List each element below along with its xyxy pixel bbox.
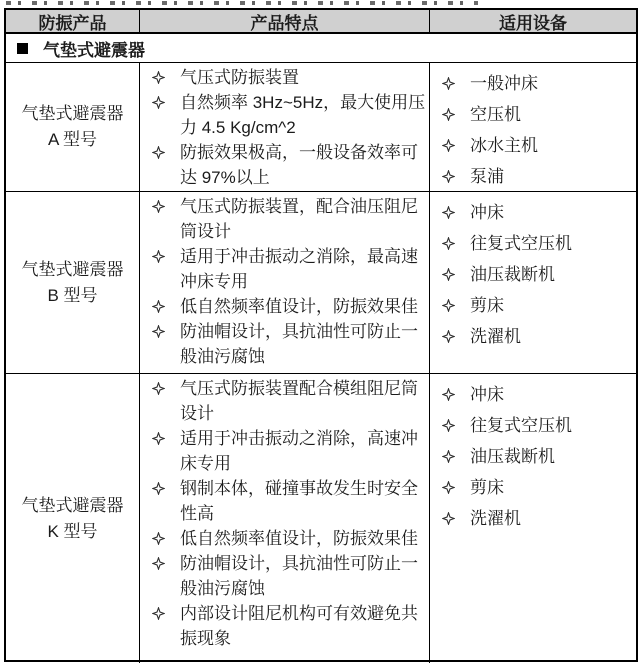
bullet-item <box>442 290 634 321</box>
section-header <box>6 36 636 61</box>
diamond-bullet-icon <box>442 259 470 281</box>
product-model: K 型号 <box>47 521 98 541</box>
diamond-bullet-icon <box>152 319 180 338</box>
diamond-bullet-icon <box>442 379 470 401</box>
bullet-text: 防振效果极高，一般设备效率可达 97%以上 <box>180 143 418 187</box>
bullet-text: 油压裁断机 <box>470 447 555 466</box>
table-row-model-k <box>6 374 636 663</box>
diamond-bullet-icon <box>152 65 180 84</box>
column-header-features: 产品特点 <box>140 10 430 32</box>
bullet-item <box>152 319 427 369</box>
bullet-item <box>152 526 427 551</box>
bullet-item <box>152 194 427 244</box>
diamond-bullet-icon <box>442 197 470 219</box>
bullet-text: 剪床 <box>470 296 504 315</box>
bullet-item <box>442 472 634 503</box>
diamond-bullet-icon <box>152 601 180 620</box>
product-name: 气垫式避震器 <box>21 104 124 123</box>
diamond-bullet-icon <box>442 321 470 343</box>
bullet-text: 往复式空压机 <box>470 234 572 253</box>
bullet-item <box>442 441 634 472</box>
diamond-bullet-icon <box>152 294 180 313</box>
bullet-text: 气压式防振装置 <box>180 68 299 87</box>
diamond-bullet-icon <box>152 194 180 213</box>
bullet-text: 泵浦 <box>470 167 504 186</box>
bullet-item <box>442 228 634 259</box>
diamond-bullet-icon <box>152 90 180 109</box>
table-row-model-a <box>6 63 636 192</box>
diamond-bullet-icon <box>152 140 180 159</box>
diamond-bullet-icon <box>152 551 180 570</box>
bullet-text: 适用于冲击振动之消除，高速冲床专用 <box>180 429 418 473</box>
bullet-item <box>152 90 427 140</box>
bullet-text: 低自然频率值设计，防振效果佳 <box>180 529 418 548</box>
bullet-item <box>442 503 634 534</box>
product-model: B 型号 <box>47 285 98 305</box>
bullet-text: 气压式防振装置，配合油压阻尼筒设计 <box>180 197 418 241</box>
clipped-text-remnant <box>6 1 478 5</box>
column-header-devices: 适用设备 <box>499 13 567 32</box>
section-title: 气垫式避震器 <box>43 40 145 60</box>
bullet-item <box>152 140 427 190</box>
diamond-bullet-icon <box>442 472 470 494</box>
bullet-item <box>152 476 427 526</box>
bullet-text: 油压裁断机 <box>470 265 555 284</box>
bullet-text: 剪床 <box>470 478 504 497</box>
bullet-item <box>442 379 634 410</box>
product-name-cell <box>6 374 140 663</box>
diamond-bullet-icon <box>152 376 180 395</box>
product-name-cell <box>6 192 140 373</box>
bullet-item <box>442 99 634 130</box>
diamond-bullet-icon <box>152 526 180 545</box>
diamond-bullet-icon <box>442 130 470 152</box>
bullet-text: 低自然频率值设计，防振效果佳 <box>180 297 418 316</box>
devices-cell <box>430 374 636 663</box>
product-name: 气垫式避震器 <box>21 495 124 515</box>
bullet-text: 冲床 <box>470 203 504 222</box>
bullet-item <box>152 601 427 651</box>
table-row-model-b <box>6 192 636 374</box>
bullet-item <box>442 161 634 191</box>
bullet-item <box>152 426 427 476</box>
bullet-text: 自然频率 3Hz~5Hz，最大使用压力 4.5 Kg/cm^2 <box>180 93 426 137</box>
bullet-text: 往复式空压机 <box>470 416 572 435</box>
bullet-text: 空压机 <box>470 105 521 124</box>
features-cell <box>140 374 430 663</box>
diamond-bullet-icon <box>442 99 470 121</box>
bullet-item <box>152 551 427 601</box>
features-cell <box>140 192 430 373</box>
bullet-text: 适用于冲击振动之消除，最高速冲床专用 <box>180 247 418 291</box>
bullet-item <box>442 321 634 352</box>
diamond-bullet-icon <box>442 68 470 90</box>
diamond-bullet-icon <box>152 426 180 445</box>
bullet-text: 洗濯机 <box>470 327 521 346</box>
bullet-text: 防油帽设计，具抗油性可防止一般油污腐蚀 <box>180 554 418 598</box>
bullet-text: 防油帽设计，具抗油性可防止一般油污腐蚀 <box>180 322 418 366</box>
bullet-text: 冲床 <box>470 385 504 404</box>
product-model: A 型号 <box>47 130 98 149</box>
diamond-bullet-icon <box>152 476 180 495</box>
bullet-text: 气压式防振装置配合模组阻尼筒设计 <box>180 379 418 423</box>
square-bullet-icon <box>17 43 28 54</box>
bullet-item <box>152 244 427 294</box>
diamond-bullet-icon <box>442 410 470 432</box>
bullet-item <box>152 376 427 426</box>
bullet-item <box>152 294 427 319</box>
devices-cell <box>430 63 636 191</box>
table-header-row <box>6 10 636 34</box>
bullet-text: 洗濯机 <box>470 509 521 528</box>
diamond-bullet-icon <box>152 244 180 263</box>
bullet-text: 内部设计阻尼机构可有效避免共振现象 <box>180 604 418 648</box>
product-name-cell <box>6 63 140 191</box>
features-cell <box>140 63 430 191</box>
devices-cell <box>430 192 636 373</box>
bullet-item <box>442 68 634 99</box>
product-table <box>4 8 638 662</box>
diamond-bullet-icon <box>442 161 470 183</box>
bullet-item <box>442 410 634 441</box>
bullet-item <box>152 65 427 90</box>
bullet-item <box>442 197 634 228</box>
product-name: 气垫式避震器 <box>21 259 124 279</box>
section-header-row <box>6 34 636 63</box>
bullet-text: 冰水主机 <box>470 136 538 155</box>
diamond-bullet-icon <box>442 441 470 463</box>
bullet-text: 一般冲床 <box>470 74 538 93</box>
bullet-text: 钢制本体，碰撞事故发生时安全性高 <box>180 479 418 523</box>
column-header-product: 防振产品 <box>6 10 140 32</box>
diamond-bullet-icon <box>442 290 470 312</box>
diamond-bullet-icon <box>442 228 470 250</box>
diamond-bullet-icon <box>442 503 470 525</box>
bullet-item <box>442 259 634 290</box>
bullet-item <box>442 130 634 161</box>
